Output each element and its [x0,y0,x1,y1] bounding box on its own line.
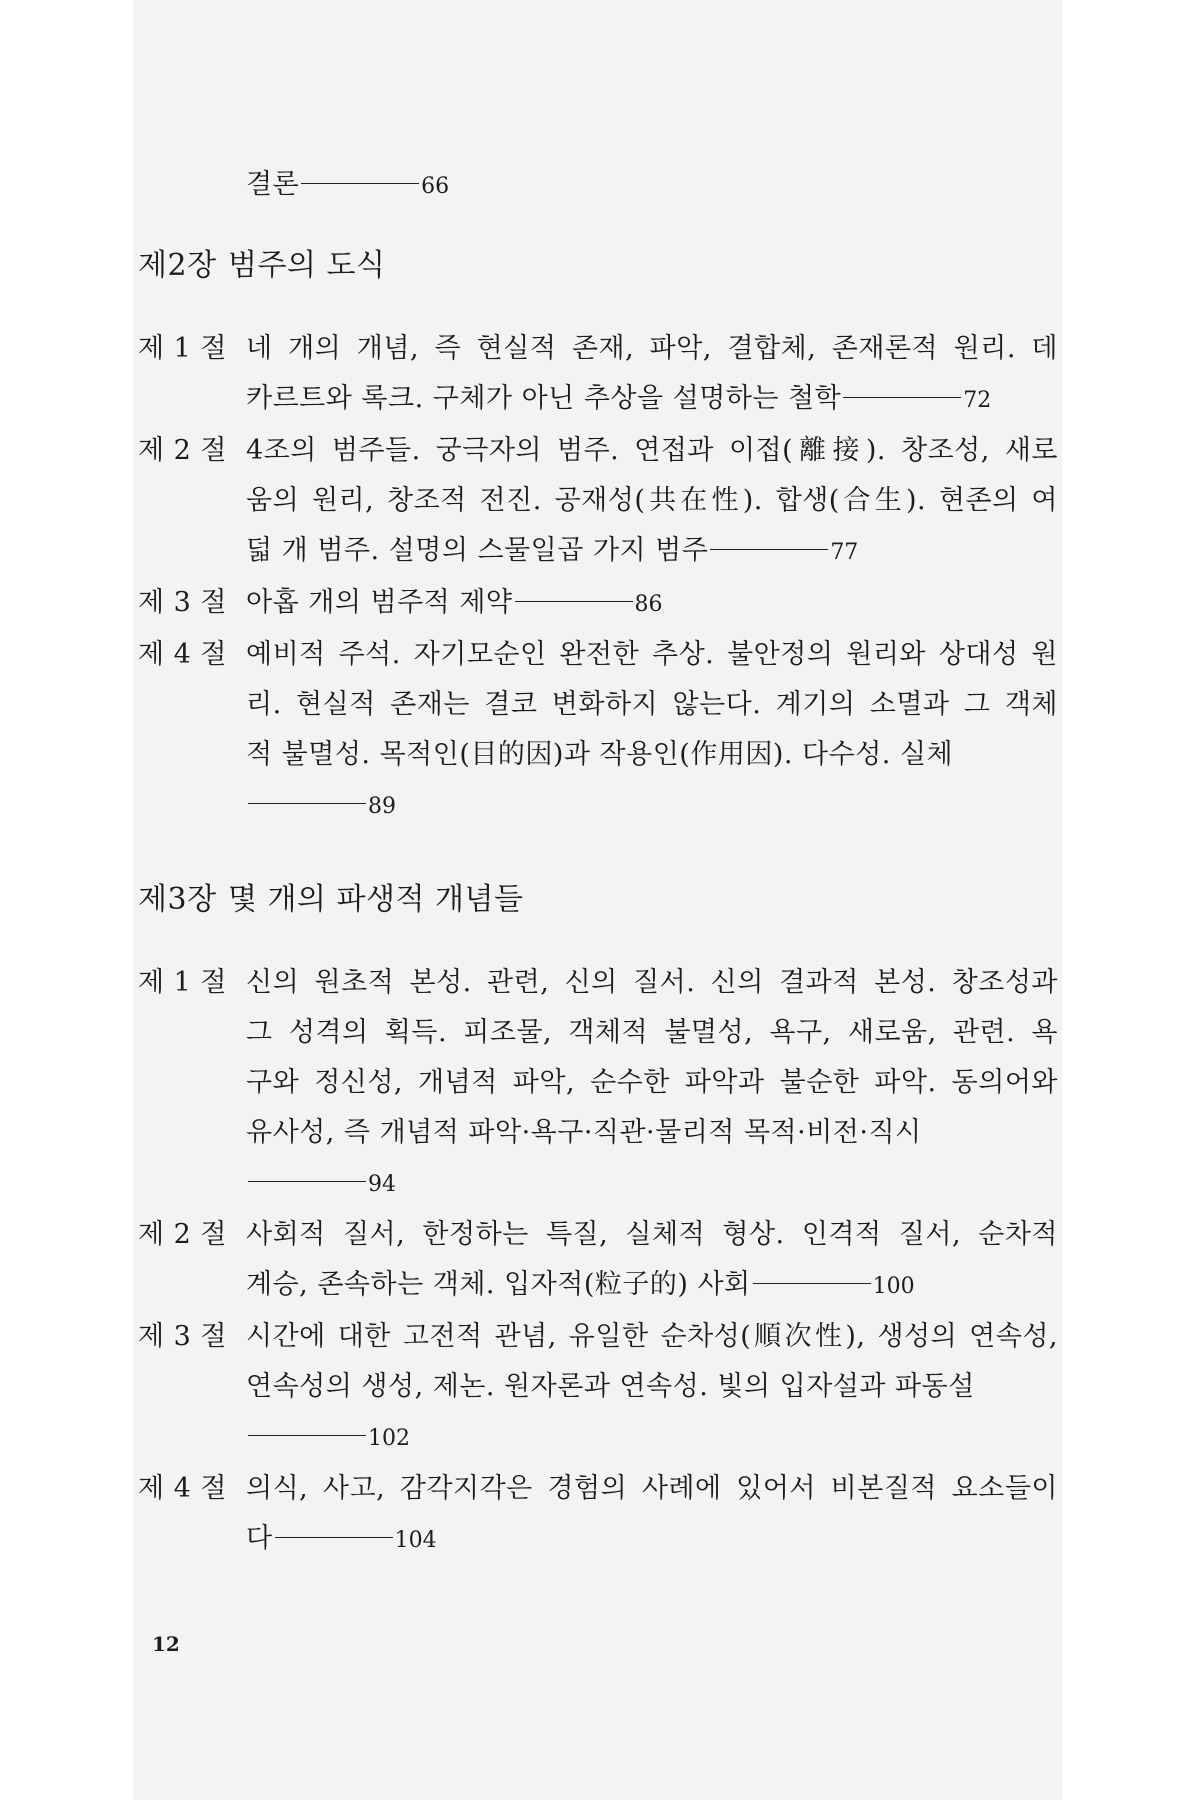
section-text-line: 4조의 범주들. 궁극자의 범주. 연접과 이접(離接). 창조성, 새로 [246,435,1058,466]
toc-section-3-3 [138,1312,1058,1464]
section-label: 제 4 절 [138,1473,228,1504]
chapter-3-heading [138,872,1058,928]
page-ref: 72 [963,388,992,413]
section-text-line: 리. 현실적 존재는 결코 변화하지 않는다. 계기의 소멸과 그 객체 [246,689,1058,720]
chapter-label: 제3장 [138,882,217,917]
section-text-line: 아홉 개의 범주적 제약 86 [246,587,663,618]
chapter-title: 범주의 도식 [228,248,386,283]
leader-line [248,1435,366,1436]
section-text-line: 시간에 대한 고전적 관념, 유일한 순차성(順次性), 생성의 연속성, [246,1321,1058,1352]
section-text-line: 덟 개 범주. 설명의 스물일곱 가지 범주 77 [246,535,859,566]
leader-line [843,397,961,398]
entry-label: 결론 [246,169,300,200]
page-ref: 89 [368,794,396,819]
leader-line [301,183,419,184]
section-page-line [246,1412,1058,1464]
toc-section-2-3 [138,578,1058,630]
section-text-line: 구와 정신성, 개념적 파악, 순수한 파악과 불순한 파악. 동의어와 [246,1067,1058,1098]
page-ref: 86 [634,592,663,617]
section-text-line: 의식, 사고, 감각지각은 경험의 사례에 있어서 비본질적 요소들이 [246,1473,1058,1504]
page-ref: 66 [421,174,450,199]
section-label: 제 2 절 [138,435,228,466]
page-number: 12 [152,1632,180,1656]
table-of-contents [138,160,1058,1566]
section-text-line: 예비적 주석. 자기모순인 완전한 추상. 불안정의 원리와 상대성 원 [246,639,1058,670]
section-label: 제 3 절 [138,587,228,618]
section-text-line: 움의 원리, 창조적 전진. 공재성(共在性). 합생(合生). 현존의 여 [246,485,1058,516]
section-text-line: 사회적 질서, 한정하는 특질, 실체적 형상. 인격적 질서, 순차적 [246,1219,1058,1250]
leader-line [248,1181,366,1182]
leader-line [753,1283,871,1284]
page-ref: 77 [830,540,859,565]
toc-section-3-1 [138,958,1058,1210]
section-label: 제 3 절 [138,1321,228,1352]
section-text-line: 그 성격의 획득. 피조물, 객체적 불멸성, 욕구, 새로움, 관련. 욕 [246,1017,1058,1048]
section-text-line: 유사성, 즉 개념적 파악·욕구·직관·물리적 목적·비전·직시 [246,1117,922,1148]
toc-section-2-2 [138,426,1058,578]
toc-section-2-4 [138,630,1058,832]
toc-section-2-1 [138,324,1058,426]
section-text-line: 신의 원초적 본성. 관련, 신의 질서. 신의 결과적 본성. 창조성과 [246,967,1058,998]
chapter-label: 제2장 [138,248,217,283]
chapter-2-heading [138,238,1058,294]
section-label: 제 4 절 [138,639,228,670]
chapter-title: 몇 개의 파생적 개념들 [228,882,524,917]
page-ref: 94 [368,1172,396,1197]
section-text-line: 네 개의 개념, 즉 현실적 존재, 파악, 결합체, 존재론적 원리. 데 [246,333,1058,364]
section-text-line: 연속성의 생성, 제논. 원자론과 연속성. 빛의 입자설과 파동설 [246,1371,975,1402]
page-ref: 102 [368,1426,410,1451]
leader-line [275,1537,393,1538]
section-label: 제 1 절 [138,333,228,364]
page-ref: 100 [872,1274,915,1299]
section-text-line: 계승, 존속하는 객체. 입자적(粒子的) 사회 100 [246,1269,915,1300]
leader-line [515,601,633,602]
section-text-line: 카르트와 록크. 구체가 아닌 추상을 설명하는 철학 72 [246,383,992,414]
leader-line [710,549,828,550]
section-page-line [246,780,1058,832]
section-text-line: 적 불멸성. 목적인(目的因)과 작용인(作用因). 다수성. 실체 [246,739,954,770]
section-text-line: 다 104 [246,1523,437,1554]
toc-section-3-4 [138,1464,1058,1566]
toc-section-3-2 [138,1210,1058,1312]
leader-line [248,803,366,804]
section-label: 제 2 절 [138,1219,228,1250]
page-ref: 104 [394,1528,437,1553]
section-page-line [246,1158,1058,1210]
section-label: 제 1 절 [138,967,228,998]
toc-entry-conclusion [138,160,1058,212]
